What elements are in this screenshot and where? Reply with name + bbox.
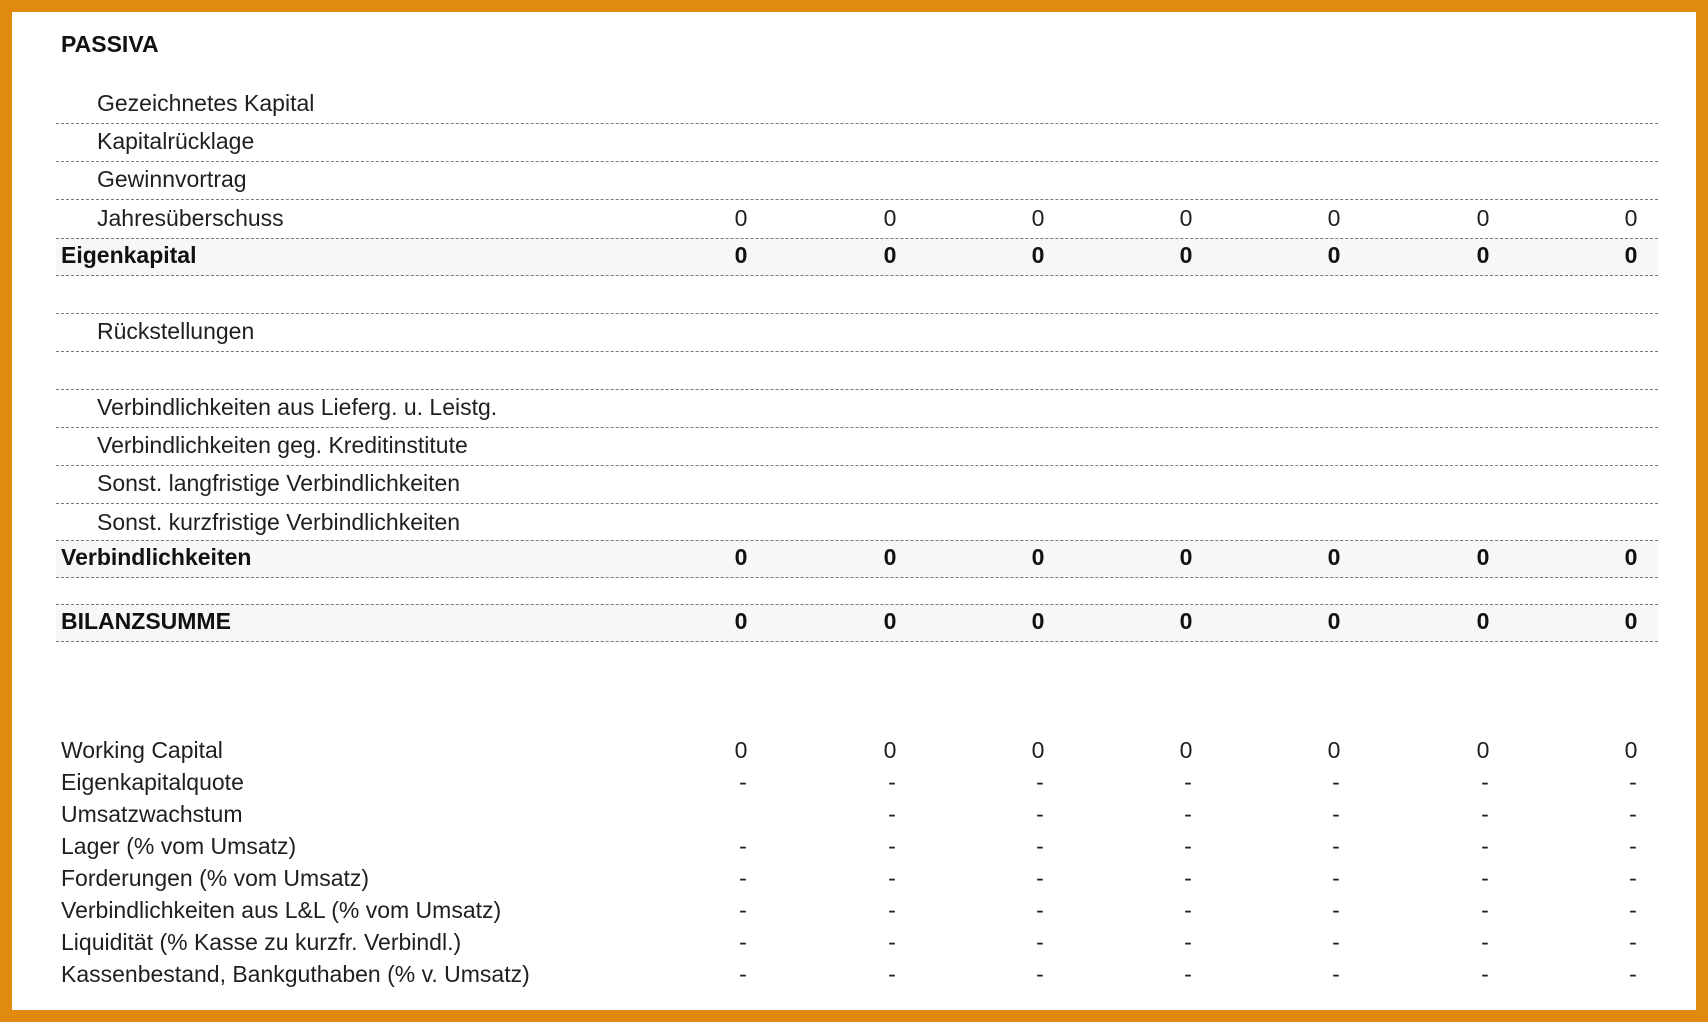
- value-cell: 0: [1476, 608, 1490, 634]
- value-cell: -: [739, 961, 747, 987]
- row-label: Jahresüberschuss: [97, 205, 284, 231]
- value-cell: -: [888, 833, 896, 859]
- value-cell: 0: [1476, 737, 1490, 763]
- table-row-empty: [56, 276, 1658, 314]
- row-label: Sonst. langfristige Verbindlichkeiten: [97, 470, 461, 496]
- value-cell: 0: [1031, 737, 1045, 763]
- value-cell: 0: [883, 205, 897, 231]
- value-cell: 0: [1327, 737, 1341, 763]
- row-label: Kapitalrücklage: [97, 128, 255, 154]
- value-cell: 0: [1624, 608, 1638, 634]
- value-cell: 0: [734, 242, 748, 268]
- value-cell: 0: [1031, 205, 1045, 231]
- value-cell: -: [1036, 865, 1044, 891]
- value-cell: -: [1036, 833, 1044, 859]
- value-cell: -: [1184, 833, 1192, 859]
- row-label: Verbindlichkeiten aus Lieferg. u. Leistg.: [97, 394, 498, 420]
- value-cell: -: [1332, 801, 1340, 827]
- value-cell: 0: [734, 544, 748, 570]
- value-cell: -: [1629, 833, 1637, 859]
- table-row-rueckstellungen: [56, 314, 1658, 352]
- value-cell: 0: [734, 205, 748, 231]
- value-cell: -: [888, 961, 896, 987]
- value-cell: 0: [1031, 544, 1045, 570]
- value-cell: -: [888, 801, 896, 827]
- table-row-gewinnvortrag: [56, 162, 1658, 200]
- value-cell: -: [1481, 961, 1489, 987]
- value-cell: -: [1481, 897, 1489, 923]
- value-cell: -: [1184, 929, 1192, 955]
- value-cell: 0: [883, 737, 897, 763]
- value-cell: -: [1332, 897, 1340, 923]
- kpi-row-liquiditaet: [56, 928, 1658, 960]
- value-cell: 0: [1624, 544, 1638, 570]
- value-cell: -: [1332, 929, 1340, 955]
- value-cell: -: [1629, 801, 1637, 827]
- value-cell: 0: [1179, 544, 1193, 570]
- value-cell: -: [1629, 865, 1637, 891]
- value-cell: -: [888, 897, 896, 923]
- table-row-langfristige-verbindlichkeiten: [56, 466, 1658, 504]
- value-cell: -: [888, 769, 896, 795]
- value-cell: -: [1332, 769, 1340, 795]
- value-cell: -: [1481, 833, 1489, 859]
- value-cell: 0: [1327, 608, 1341, 634]
- row-label: BILANZSUMME: [61, 608, 231, 634]
- value-cell: -: [1036, 897, 1044, 923]
- row-label: Verbindlichkeiten: [61, 544, 252, 570]
- value-cell: -: [1184, 801, 1192, 827]
- value-cell: -: [1036, 961, 1044, 987]
- value-cell: -: [1184, 865, 1192, 891]
- row-label: Sonst. kurzfristige Verbindlichkeiten: [97, 509, 461, 535]
- value-cell: -: [1036, 769, 1044, 795]
- kpi-row-working-capital: [56, 736, 1658, 768]
- kpi-row-verbindlichkeiten-ll: [56, 896, 1658, 928]
- balance-sheet-page: [12, 12, 1696, 1010]
- row-label: Gezeichnetes Kapital: [97, 90, 315, 116]
- value-cell: -: [1481, 865, 1489, 891]
- value-cell: -: [739, 929, 747, 955]
- row-label: Liquidität (% Kasse zu kurzfr. Verbindl.): [61, 929, 462, 955]
- value-cell: -: [1184, 897, 1192, 923]
- value-cell: -: [1629, 929, 1637, 955]
- kpi-row-eigenkapitalquote: [56, 768, 1658, 800]
- row-label: Gewinnvortrag: [97, 166, 247, 192]
- value-cell: 0: [1476, 544, 1490, 570]
- value-cell: 0: [883, 544, 897, 570]
- value-cell: -: [1036, 929, 1044, 955]
- table-row-jahresueberschuss: [56, 200, 1658, 238]
- table-row-bilanzsumme: [56, 604, 1658, 642]
- value-cell: -: [1332, 865, 1340, 891]
- value-cell: 0: [734, 608, 748, 634]
- value-cell: 0: [1031, 608, 1045, 634]
- passiva-heading: PASSIVA: [61, 31, 159, 57]
- row-label: Verbindlichkeiten aus L&L (% vom Umsatz): [61, 897, 502, 923]
- value-cell: -: [1332, 961, 1340, 987]
- kpi-row-umsatzwachstum: [56, 800, 1658, 832]
- row-label: Forderungen (% vom Umsatz): [61, 865, 370, 891]
- value-cell: 0: [883, 242, 897, 268]
- table-row-verbindlichkeiten-lieferungen: [56, 390, 1658, 428]
- value-cell: 0: [1476, 242, 1490, 268]
- row-label: Eigenkapitalquote: [61, 769, 244, 795]
- value-cell: 0: [1179, 608, 1193, 634]
- value-cell: 0: [1327, 205, 1341, 231]
- table-row-gezeichnetes-kapital: [56, 86, 1658, 124]
- value-cell: -: [1629, 961, 1637, 987]
- value-cell: -: [1629, 897, 1637, 923]
- value-cell: -: [1481, 769, 1489, 795]
- value-cell: -: [1481, 801, 1489, 827]
- table-row-verbindlichkeiten: [56, 540, 1658, 578]
- value-cell: 0: [1327, 544, 1341, 570]
- row-label: Eigenkapital: [61, 242, 197, 268]
- value-cell: 0: [1624, 205, 1638, 231]
- value-cell: 0: [1327, 242, 1341, 268]
- value-cell: 0: [734, 737, 748, 763]
- row-label: Working Capital: [61, 737, 223, 763]
- value-cell: -: [1332, 833, 1340, 859]
- value-cell: 0: [1179, 205, 1193, 231]
- row-label: Lager (% vom Umsatz): [61, 833, 297, 859]
- value-cell: -: [739, 865, 747, 891]
- value-cell: 0: [1179, 242, 1193, 268]
- table-row-kapitalruecklage: [56, 124, 1658, 162]
- table-row-kurzfristige-verbindlichkeiten: [56, 504, 1658, 542]
- value-cell: -: [1184, 961, 1192, 987]
- value-cell: -: [1036, 801, 1044, 827]
- table-row-empty: [56, 352, 1658, 390]
- row-label: Verbindlichkeiten geg. Kreditinstitute: [97, 432, 468, 458]
- value-cell: -: [1481, 929, 1489, 955]
- value-cell: 0: [1476, 205, 1490, 231]
- kpi-row-forderungen: [56, 864, 1658, 896]
- value-cell: 0: [883, 608, 897, 634]
- table-row-eigenkapital: [56, 238, 1658, 276]
- value-cell: -: [888, 929, 896, 955]
- row-label: Rückstellungen: [97, 318, 255, 344]
- value-cell: 0: [1031, 242, 1045, 268]
- table-row-verbindlichkeiten-kreditinstitute: [56, 428, 1658, 466]
- row-label: Kassenbestand, Bankguthaben (% v. Umsatz): [61, 961, 530, 987]
- row-label: Umsatzwachstum: [61, 801, 243, 827]
- value-cell: -: [739, 769, 747, 795]
- kpi-row-lager: [56, 832, 1658, 864]
- value-cell: 0: [1624, 737, 1638, 763]
- kpi-row-kassenbestand: [56, 960, 1658, 992]
- value-cell: -: [888, 865, 896, 891]
- value-cell: -: [739, 833, 747, 859]
- value-cell: 0: [1624, 242, 1638, 268]
- value-cell: -: [739, 897, 747, 923]
- value-cell: 0: [1179, 737, 1193, 763]
- value-cell: -: [1629, 769, 1637, 795]
- value-cell: -: [1184, 769, 1192, 795]
